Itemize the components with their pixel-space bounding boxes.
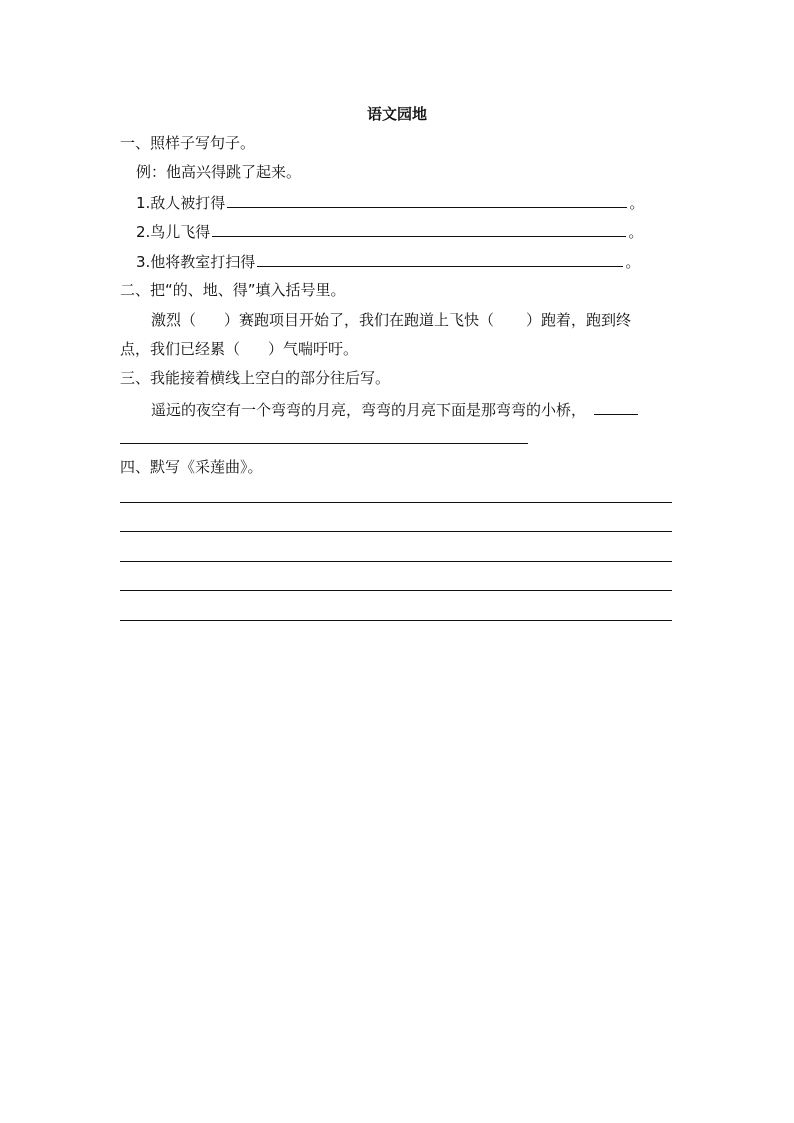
poem-line-1[interactable] (120, 502, 672, 503)
item-1-answer-blank[interactable] (227, 191, 627, 208)
s2-text-e: ）气喘吁吁。 (268, 340, 359, 358)
section4-heading: 四、默写《采莲曲》。 (120, 458, 263, 476)
section1-example: 例：他高兴得跳了起来。 (136, 163, 302, 181)
item-2-prefix: 2.鸟儿飞得 (136, 223, 211, 241)
poem-line-2[interactable] (120, 531, 672, 532)
section2-heading: 二、把“的、地、得”填入括号里。 (120, 281, 346, 299)
poem-line-3[interactable] (120, 561, 672, 562)
s2-text-c: ）跑着，跑到终 (526, 311, 632, 329)
s3-answer-blank-1[interactable] (594, 398, 638, 415)
s3-answer-line-2[interactable] (120, 443, 528, 444)
item-3-prefix: 3.他将教室打扫得 (136, 253, 256, 271)
page-title: 语文园地 (366, 105, 427, 123)
section1-item-2 (136, 220, 643, 243)
s3-text: 遥远的夜空有一个弯弯的月亮，弯弯的月亮下面是那弯弯的小桥， (151, 401, 587, 419)
s2-text-a: 激烈（ (151, 311, 197, 329)
section1-item-3 (136, 250, 640, 273)
poem-line-5[interactable] (120, 620, 672, 621)
item-1-end: 。 (629, 194, 645, 212)
section3-text-line (151, 398, 640, 421)
section1-heading: 一、照样子写句子。 (120, 134, 256, 152)
item-2-end: 。 (628, 223, 644, 241)
section2-line-2 (120, 338, 358, 360)
s2-text-d: 点，我们已经累（ (120, 340, 241, 358)
s2-text-b: ）赛跑项目开始了，我们在跑道上飞快（ (224, 311, 495, 329)
item-1-prefix: 1.敌人被打得 (136, 194, 226, 212)
item-2-answer-blank[interactable] (212, 220, 626, 237)
item-3-end: 。 (625, 253, 641, 271)
item-3-answer-blank[interactable] (257, 250, 623, 267)
section2-line-1 (151, 309, 631, 331)
section1-item-1 (136, 191, 644, 214)
section3-heading: 三、我能接着横线上空白的部分往后写。 (120, 369, 391, 387)
poem-line-4[interactable] (120, 590, 672, 591)
